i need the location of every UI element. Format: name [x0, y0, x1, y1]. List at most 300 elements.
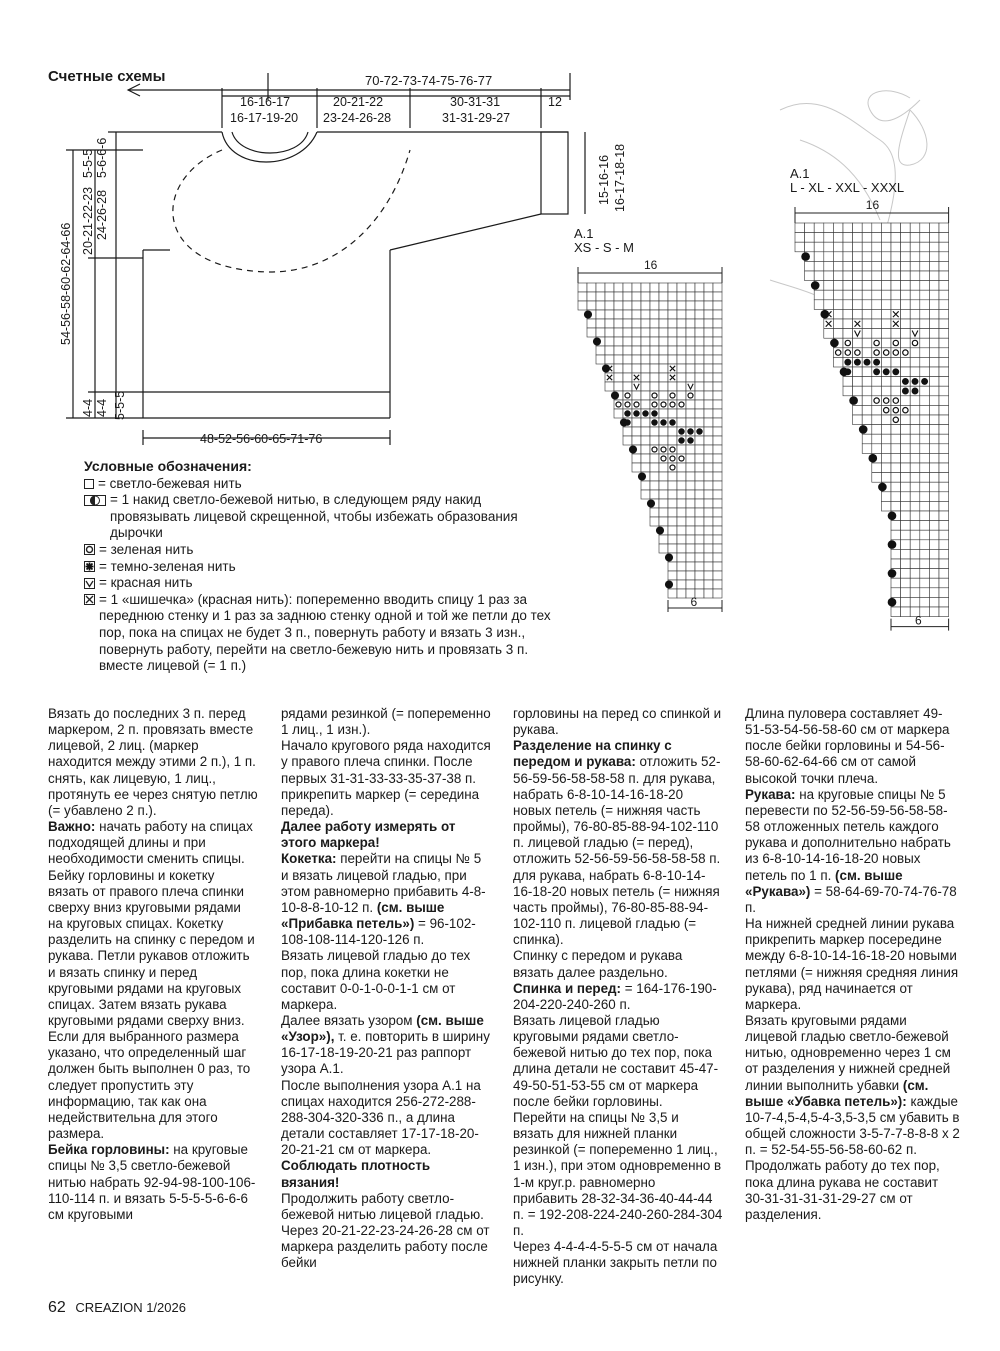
chart-title: A.1 [790, 166, 810, 181]
chart-cell [677, 490, 686, 499]
star-mark [883, 368, 890, 375]
star-mark [854, 359, 861, 366]
chart-cell [939, 597, 949, 607]
chart-cell [668, 508, 677, 517]
chart-bottom-count: 6 [915, 613, 922, 628]
chart-cell [853, 223, 863, 233]
chart-cell [623, 436, 632, 445]
chart-cell [704, 553, 713, 562]
chart-cell [650, 328, 659, 337]
chart-cell [686, 337, 695, 346]
chart-cell [677, 391, 686, 400]
chart-cell [929, 300, 939, 310]
chart-cell [632, 355, 641, 364]
chart-cell [668, 589, 677, 598]
chart-cell [704, 508, 713, 517]
chart-cell [929, 252, 939, 262]
ring-icon [84, 542, 95, 558]
chart-cell [641, 292, 650, 301]
chart-cell [910, 271, 920, 281]
legend-text: = светло-бежевая нить [98, 475, 242, 491]
chart-cell [641, 463, 650, 472]
chart-cell [587, 283, 596, 292]
chart-cell [587, 319, 596, 328]
chart-cell [862, 348, 872, 358]
empty-square-icon [84, 476, 94, 492]
chart-cell [872, 425, 882, 435]
chart-cell [632, 391, 641, 400]
chart-cell [862, 319, 872, 329]
rib-left-label-2: 4-4 [95, 398, 109, 417]
star-mark [669, 419, 675, 425]
chart-cell [929, 540, 939, 550]
chart-cell [862, 271, 872, 281]
chart-cell [910, 549, 920, 559]
chart-cell [641, 436, 650, 445]
reference-sleeves: (см. выше «Рукава») [745, 867, 903, 899]
chart-cell [605, 319, 614, 328]
chart-cell [920, 540, 930, 550]
chart-cell [929, 473, 939, 483]
chart-cell [704, 436, 713, 445]
chart-cell [939, 511, 949, 521]
chart-cell [910, 578, 920, 588]
chart-cell [901, 511, 911, 521]
chart-cell [677, 472, 686, 481]
chart-cell [901, 588, 911, 598]
chart-cell [920, 386, 930, 396]
chart-cell [929, 607, 939, 617]
paragraph [48, 1142, 258, 1223]
heading-body: Спинка и перед: [513, 980, 622, 996]
chart-cell [677, 508, 686, 517]
chart-cell [650, 355, 659, 364]
chart-cell [713, 445, 722, 454]
paragraph-text: отложить 52-56-59-56-58-58-58 п. для рукава, набрать 6-8-10-14-16-18-20 новых петель (= нижняя часть проймы), 76-80-85-88-94-102-110 п. лицевой гладью (= перед), отложить 52-56-59-56-58-58-58 п. для рукава, набрать 6-8-10-14-16-18-20 новых петель (= нижняя часть проймы), 76-80-85-88-94-102-110 п. лицевой гладью (= спинка). [513, 754, 721, 948]
chart-cell [623, 355, 632, 364]
chart-cell [695, 400, 704, 409]
chart-cell [843, 348, 853, 358]
star-mark [687, 437, 693, 443]
chart-cell [833, 281, 843, 291]
star-mark [892, 368, 899, 375]
chart-cell [614, 355, 623, 364]
chart-cell [677, 301, 686, 310]
chart-cell [920, 453, 930, 463]
chart-cell [704, 400, 713, 409]
chart-cell [901, 559, 911, 569]
chart-cell [668, 310, 677, 319]
chart-cell [872, 348, 882, 358]
chart-cell [659, 355, 668, 364]
paragraph-text: на круговые спицы № 3,5 светло-бежевой нитью набрать 92-94-98-100-106-110-114 п. и вязать 5-5-5-5-6-6-6 см круговыми [48, 1142, 256, 1222]
chart-cell [920, 309, 930, 319]
chart-cell [641, 310, 650, 319]
chart-cell [659, 436, 668, 445]
chart-cell [677, 499, 686, 508]
chart-cell [614, 310, 623, 319]
chart-cell [881, 396, 891, 406]
chart-cell [677, 373, 686, 382]
chart-cell [668, 463, 677, 472]
chart-cell [650, 391, 659, 400]
chart-cell [632, 292, 641, 301]
chart-cell [677, 553, 686, 562]
chart-cell [920, 530, 930, 540]
chart-cell [843, 261, 853, 271]
chart-cell [853, 290, 863, 300]
chart-cell [650, 292, 659, 301]
chart-cell [910, 463, 920, 473]
legend-item [84, 575, 564, 592]
chart-cell [686, 481, 695, 490]
star-mark [873, 359, 880, 366]
chart-cell [650, 382, 659, 391]
star-mark [651, 410, 657, 416]
chart-cell [668, 337, 677, 346]
legend-item [84, 476, 564, 493]
chart-cell [862, 444, 872, 454]
chart-cell [695, 481, 704, 490]
chart-cell [704, 562, 713, 571]
chart-cell [929, 559, 939, 569]
chart-cell [891, 530, 901, 540]
chart-cell [659, 400, 668, 409]
chart-cell [632, 319, 641, 328]
chart-cell [623, 283, 632, 292]
paragraph [745, 787, 960, 916]
chart-cell [677, 319, 686, 328]
chart-cell [704, 328, 713, 337]
chart-cell [623, 310, 632, 319]
chart-cell [650, 337, 659, 346]
yarn-over-mark [584, 310, 592, 318]
chart-cell [833, 261, 843, 271]
star-mark [844, 368, 851, 375]
cross-icon [84, 592, 95, 608]
chart-cell [910, 492, 920, 502]
chart-cell [939, 521, 949, 531]
chart-cell [650, 490, 659, 499]
chart-cell [677, 535, 686, 544]
chart-cell [695, 463, 704, 472]
paragraph [281, 1013, 491, 1078]
star-mark [864, 359, 871, 366]
chart-cell [881, 473, 891, 483]
legend-item [84, 542, 564, 559]
chart-cell [853, 252, 863, 262]
chart-cell [677, 454, 686, 463]
chart-cell [650, 373, 659, 382]
chart-cell [910, 540, 920, 550]
chart-cell [668, 427, 677, 436]
chart-cell [920, 434, 930, 444]
chart-cell [623, 301, 632, 310]
yarn-over-mark [859, 425, 868, 434]
chart-cell [872, 223, 882, 233]
chart-cell [929, 549, 939, 559]
chart-cell [650, 364, 659, 373]
chart-cell [632, 364, 641, 373]
chart-cell [650, 319, 659, 328]
chart-cell [668, 382, 677, 391]
legend-text: = 1 «шишечка» (красная нить): попеременно вводить спицу 1 раз за переднюю стенку и 1 раз за заднюю стенку одной и той же петли до тех пор, пока на спицах не будет 3 п., повернуть работу и вязать 3 изн., повернуть работу, перейти на светло-бежевую нить и провязать 3 п. вместе лицевой (= 1 п.) [99, 591, 551, 674]
star-mark [902, 388, 909, 395]
chart-cell [939, 463, 949, 473]
chart-cell [614, 364, 623, 373]
chart-cell [632, 463, 641, 472]
cuff-height-label-1: 15-16-16 [597, 154, 611, 205]
chart-cell [843, 281, 853, 291]
chart-cell [939, 367, 949, 377]
chart-cell [713, 463, 722, 472]
chart-cell [833, 319, 843, 329]
chart-cell [920, 396, 930, 406]
chart-cell [901, 473, 911, 483]
chart-cell [623, 346, 632, 355]
chart-cell [614, 400, 623, 409]
chart-cell [824, 300, 834, 310]
chart-cell [872, 463, 882, 473]
chart-cell [872, 233, 882, 243]
chart-cell [939, 223, 949, 233]
chart-cell [641, 445, 650, 454]
chart-cell [587, 328, 596, 337]
chart-cell [872, 473, 882, 483]
chart-cell [650, 400, 659, 409]
chart-cell [910, 588, 920, 598]
chart-cell [713, 562, 722, 571]
chart-cell [805, 233, 815, 243]
chart-cell [704, 490, 713, 499]
chart-cell [713, 400, 722, 409]
chart-cell [881, 281, 891, 291]
chart-cell [920, 415, 930, 425]
star-mark [912, 388, 919, 395]
chart-cell [686, 490, 695, 499]
chart-cell [929, 444, 939, 454]
chart-cell [853, 242, 863, 252]
paragraph: Перейти на спицы № 3,5 и вязать для нижней планки резинкой (= попеременно 1 лиц., 1 изн.), при этом одновременно в 1-м круг.р. равномерно прибавить 28-32-34-36-40-44-44 п. = 192-208-224-240-260-284-304 п. [513, 1109, 723, 1238]
chart-cell [920, 597, 930, 607]
chart-cell [843, 233, 853, 243]
cuff-top-label: 12 [548, 95, 562, 109]
chart-cell [891, 242, 901, 252]
chart-cell [910, 559, 920, 569]
chart-cell [901, 425, 911, 435]
chart-cell [901, 482, 911, 492]
chart-cell [920, 405, 930, 415]
chart-cell [920, 242, 930, 252]
chart-cell [641, 319, 650, 328]
chart-cell [843, 290, 853, 300]
yarn-over-mark [629, 445, 637, 453]
chart-cell [901, 348, 911, 358]
chart-cell [650, 463, 659, 472]
chart-cell [872, 281, 882, 291]
chart-cell [713, 364, 722, 373]
chart-cell [881, 492, 891, 502]
check-icon [84, 575, 95, 591]
chart-cell [659, 535, 668, 544]
chart-cell [605, 292, 614, 301]
chart-cell [824, 261, 834, 271]
chart-cell [668, 544, 677, 553]
chart-cell [713, 571, 722, 580]
chart-cell [910, 242, 920, 252]
chart-cell [853, 309, 863, 319]
chart-cell [713, 382, 722, 391]
chart-cell [659, 328, 668, 337]
chart-cell [641, 481, 650, 490]
sleeve-top-label-1: 30-31-31 [450, 95, 501, 109]
body-length-label: 54-56-58-60-62-64-66 [59, 222, 73, 345]
chart-cell [668, 409, 677, 418]
chart-cell [939, 425, 949, 435]
chart-cell [853, 233, 863, 243]
chart-cell [881, 444, 891, 454]
yarn-over-mark [888, 569, 897, 578]
chart-cell [833, 252, 843, 262]
chart-cell [872, 271, 882, 281]
chart-cell [677, 418, 686, 427]
chart-cell [695, 445, 704, 454]
chart-cell [668, 526, 677, 535]
chart-cell [910, 223, 920, 233]
chart-sizes: L - XL - XXL - XXXL [790, 180, 905, 195]
chart-cell [650, 283, 659, 292]
chart-cell [686, 562, 695, 571]
chart-cell [578, 292, 587, 301]
chart-cell [623, 292, 632, 301]
chart-cell [920, 233, 930, 243]
chart-cell [929, 223, 939, 233]
chart-cell [910, 367, 920, 377]
chart-cell [713, 292, 722, 301]
chart-cell [891, 492, 901, 502]
chart-cell [853, 281, 863, 291]
yarn-over-mark [611, 391, 619, 399]
chart-cell [833, 309, 843, 319]
chart-cell [891, 338, 901, 348]
star-mark [873, 368, 880, 375]
paragraph: Длина пуловера составляет 49-51-53-54-56-58-60 см от маркера после бейки горловины и 54-56-58-60-62-64-66 см от самой высокой точки плеча. [745, 706, 950, 786]
chart-cell [872, 319, 882, 329]
chart-cell [713, 436, 722, 445]
chart-cell [939, 540, 949, 550]
chart-cell [659, 490, 668, 499]
paragraph: Вязать лицевой гладью круговыми рядами светло-бежевой нитью до тех пор, пока длина детали не составит 45-47-49-50-51-53-55 см от маркера после бейки горловины. [513, 1012, 719, 1109]
chart-cell [891, 549, 901, 559]
chart-cell [659, 301, 668, 310]
chart-cell [939, 444, 949, 454]
neck-width-label-2: 16-17-19-20 [230, 111, 299, 125]
paragraph: горловины на перед со спинкой и рукава. [513, 706, 722, 738]
column-2 [281, 706, 491, 1271]
chart-cell [824, 223, 834, 233]
chart-cell [704, 346, 713, 355]
paragraph: На нижней средней линии рукава прикрепить маркер посередине между 6-8-10-14-16-18-20 новыми петлями (= нижняя средняя линия рукава), ряд начинается от маркера. [745, 916, 959, 1012]
chart-cell [929, 290, 939, 300]
chart-cell [623, 391, 632, 400]
chart-cell [713, 310, 722, 319]
chart-cell [929, 492, 939, 502]
chart-cell [881, 300, 891, 310]
neck-width-label-1: 16-16-17 [240, 95, 291, 109]
chart-cell [862, 252, 872, 262]
chart-cell [939, 319, 949, 329]
chart-cell [704, 364, 713, 373]
chart-cell [713, 544, 722, 553]
chart-cell [920, 271, 930, 281]
chart-cell [920, 252, 930, 262]
chart-cell [650, 472, 659, 481]
chart-cell [632, 427, 641, 436]
chart-cell [824, 281, 834, 291]
chart-cell [623, 328, 632, 337]
chart-cell [862, 309, 872, 319]
chart-cell [686, 454, 695, 463]
chart-cell [901, 290, 911, 300]
chart-cell [891, 434, 901, 444]
chart-cell [695, 373, 704, 382]
chart-cell [695, 364, 704, 373]
chart-cell [910, 434, 920, 444]
chart-cell [862, 329, 872, 339]
chart-cell [939, 271, 949, 281]
chart-cell [910, 405, 920, 415]
chart-cell [704, 517, 713, 526]
chart-cell [872, 242, 882, 252]
chart-cell [713, 283, 722, 292]
paragraph-text: После выполнения узора А.1 на спицах находится 256-272-288-288-304-320-336 п., а длина детали составляет 17-17-18-20-20-21-21 см от маркера. [281, 1077, 481, 1158]
chart-cell [659, 445, 668, 454]
chart-cell [668, 292, 677, 301]
chart-cell [853, 338, 863, 348]
chart-cell [901, 492, 911, 502]
chart-cell [686, 553, 695, 562]
chart-cell [686, 292, 695, 301]
legend-item [84, 592, 564, 675]
chart-cell [677, 544, 686, 553]
chart-cell [596, 310, 605, 319]
chart-cell [677, 283, 686, 292]
paragraph [281, 819, 491, 851]
chart-cell [833, 290, 843, 300]
star-mark [651, 419, 657, 425]
chart-cell [713, 418, 722, 427]
chart-cell [920, 578, 930, 588]
paragraph: рядами резинкой (= попеременно 1 лиц., 1 изн.). [281, 706, 491, 738]
chart-cell [872, 415, 882, 425]
chart-cell [872, 290, 882, 300]
chart-cell [939, 329, 949, 339]
chart-cell [713, 499, 722, 508]
yarn-over-mark [888, 598, 897, 607]
legend-item [84, 492, 564, 542]
chart-cell [929, 367, 939, 377]
chart-cell [929, 511, 939, 521]
chart-cell [929, 396, 939, 406]
chart-cell [833, 300, 843, 310]
chart-cell [614, 382, 623, 391]
chart-cell [704, 418, 713, 427]
chart-cell [929, 338, 939, 348]
chart-cell [668, 490, 677, 499]
chart-cell [713, 589, 722, 598]
chart-cell [632, 301, 641, 310]
chart-cell [659, 481, 668, 490]
